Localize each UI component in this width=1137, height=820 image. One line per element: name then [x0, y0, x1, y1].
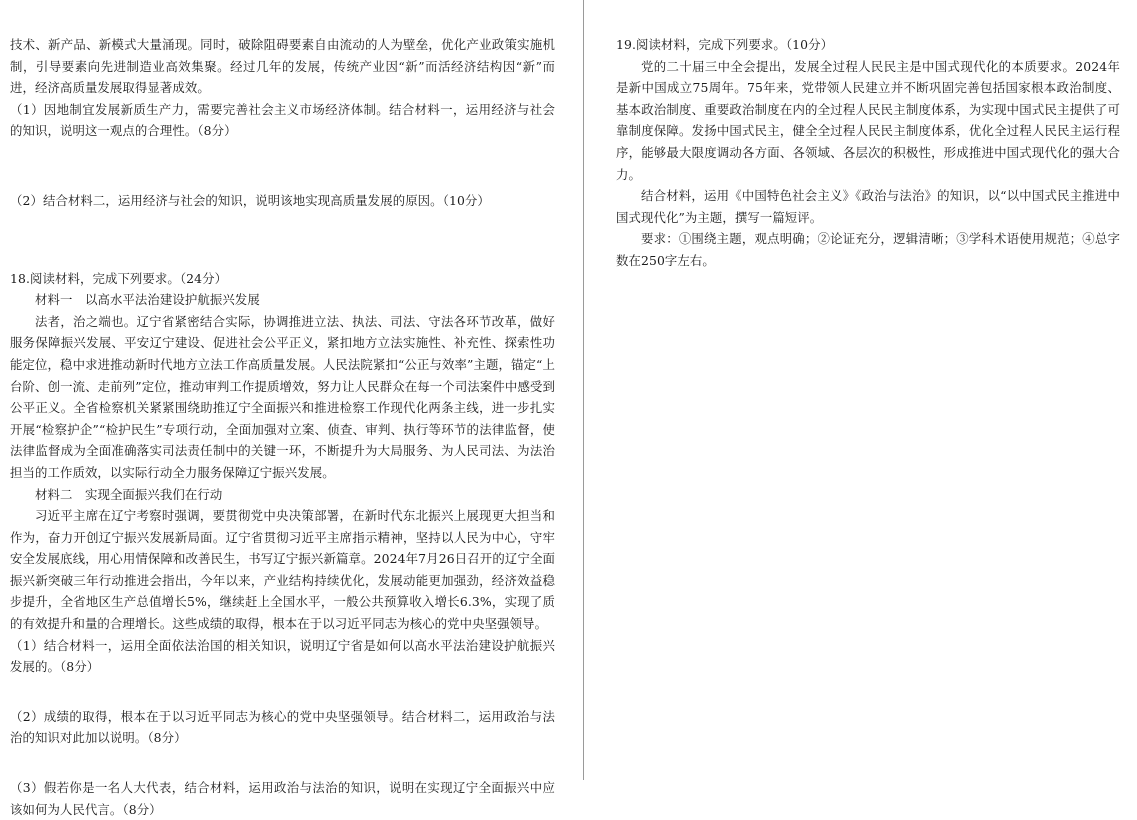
left-column	[10, 34, 555, 820]
right-column	[616, 34, 1120, 272]
q17-part2: （2）结合材料二，运用经济与社会的知识，说明该地实现高质量发展的原因。（10分）	[10, 192, 490, 208]
q19-requirements: 要求：①围绕主题，观点明确；②论证充分，逻辑清晰；③学科术语使用规范；④总字数在250字左右。	[616, 231, 1120, 268]
q18-part1: （1）结合材料一，运用全面依法治国的相关知识，说明辽宁省是如何以高水平法治建设护航振兴发展的。（8分）	[10, 637, 555, 675]
column-divider	[583, 0, 584, 780]
q18-material1-body: 法者，治之端也。辽宁省紧密结合实际，协调推进立法、执法、司法、守法各环节改革，做好服务保障振兴发展、平安辽宁建设、促进社会公平正义，紧扣地方立法实施性、补充性、探索性功能定位，稳中求进推动新时代地方立法工作高质量发展。人民法院紧扣“公正与效率”主题，锚定“上台阶、创一流、走前列”定位，推动审判工作提质增效，努力让人民群众在每一个司法案件中感受到公平正义。全省检察机关紧紧围绕助推辽宁全面振兴和推进检察工作现代化两条主线，进一步扎实开展“检察护企”“检护民生”专项行动，全面加强对立案、侦查、审判、执行等环节的法律监督，使法律监督成为全面准确落实司法责任制中的关键一环，不断提升为大局服务、为人民司法、为法治担当的工作质效，以实际行动全力服务保障辽宁振兴发展。	[10, 313, 555, 480]
q18-part2: （2）成绩的取得，根本在于以习近平同志为核心的党中央坚强领导。结合材料二，运用政治与法治的知识对此加以说明。（8分）	[10, 708, 555, 746]
q18-material2-title: 材料二 实现全面振兴我们在行动	[35, 486, 223, 502]
q19-title: 19.阅读材料，完成下列要求。（10分）	[616, 37, 834, 52]
q19-task: 结合材料，运用《中国特色社会主义》《政治与法治》的知识，以“以中国式民主推进中国式现代化”为主题，撰写一篇短评。	[616, 188, 1120, 225]
q17-part1: （1）因地制宜发展新质生产力，需要完善社会主义市场经济体制。结合材料一，运用经济与社会的知识，说明这一观点的合理性。（8分）	[10, 101, 555, 139]
q18-material1-title: 材料一 以高水平法治建设护航振兴发展	[35, 292, 260, 308]
q18-title: 18.阅读材料，完成下列要求。（24分）	[10, 270, 228, 286]
q17-material-continuation: 技术、新产品、新模式大量涌现。同时，破除阻碍要素自由流动的人为壁垒，优化产业政策实施机制，引导要素向先进制造业高效集聚。经过几年的发展，传统产业因“新”而活经济结构因“新”而进，经济高质量发展取得显著成效。	[10, 37, 555, 96]
q19-material: 党的二十届三中全会提出，发展全过程人民民主是中国式现代化的本质要求。2024年是新中国成立75周年。75年来，党带领人民建立并不断巩固完善包括国家根本政治制度、基本政治制度、重要政治制度在内的全过程人民民主制度体系，为实现中国式民主提供了可靠制度保障。发扬中国式民主，健全全过程人民民主制度体系，优化全过程人民民主运行程序，能够最大限度调动各方面、各领域、各层次的积极性，形成推进中国式现代化的强大合力。	[616, 58, 1120, 182]
q18-material2-body: 习近平主席在辽宁考察时强调，要贯彻党中央决策部署，在新时代东北振兴上展现更大担当和作为，奋力开创辽宁振兴发展新局面。辽宁省贯彻习近平主席指示精神，坚持以人民为中心，守牢安全发展底线，用心用情保障和改善民生，书写辽宁振兴新篇章。2024年7月26日召开的辽宁全面振兴新突破三年行动推进会指出，今年以来，产业结构持续优化，发展动能更加强劲，经济效益稳步提升，全省地区生产总值增长5%，继续赶上全国水平，一般公共预算收入增长6.3%，实现了质的有效提升和量的合理增长。这些成绩的取得，根本在于以习近平同志为核心的党中央坚强领导。	[10, 508, 555, 632]
q18-part3: （3）假若你是一名人大代表，结合材料，运用政治与法治的知识，说明在实现辽宁全面振兴中应该如何为人民代言。（8分）	[10, 780, 555, 817]
